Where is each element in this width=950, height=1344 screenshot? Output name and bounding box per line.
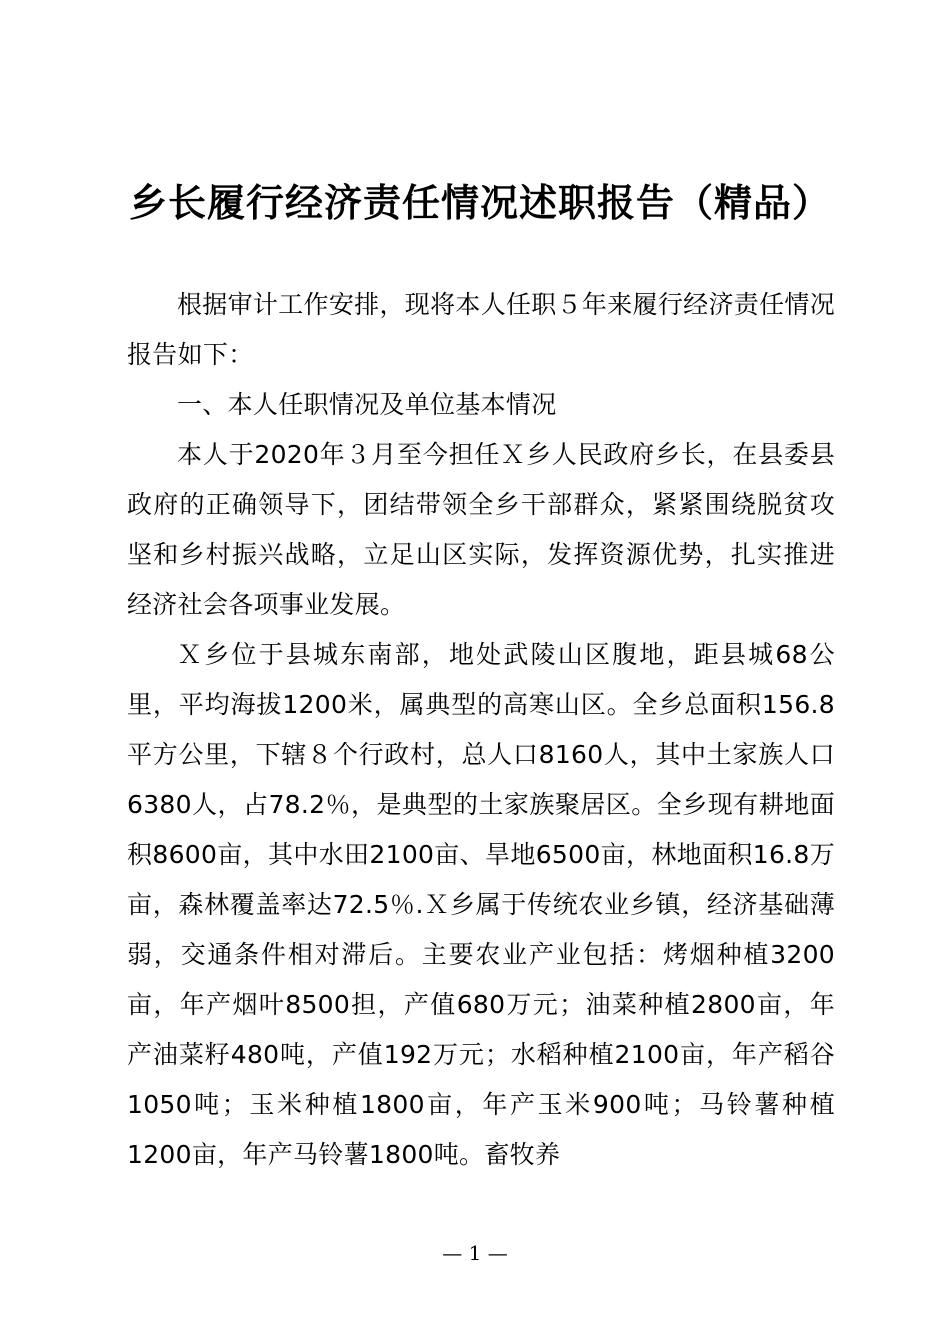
section-heading: 一、本人任职情况及单位基本情况	[177, 390, 557, 419]
body-paragraph: 本人于2020年３月至今担任Ｘ乡人民政府乡长，在县委县政府的正确领导下，团结带领全乡干部群众，紧紧围绕脱贫攻坚和乡村振兴战略，立足山区实际，发挥资源优势，扎实推进经济社会各项事业发展。	[127, 440, 835, 619]
body-paragraph: Ｘ乡位于县城东南部，地处武陵山区腹地，距县城68公里，平均海拔1200米，属典型的高寒山区。全乡总面积156.8平方公里，下辖８个行政村，总人口8160人，其中土家族人口6380人，占78.2％，是典型的土家族聚居区。全乡现有耕地面积8600亩，其中水田2100亩、旱地6500亩，林地面积16.8万亩，森林覆盖率达72.5％.Ｘ乡属于传统农业乡镇，经济基础薄弱，交通条件相对滞后。主要农业产业包括：烤烟种植3200亩，年产烟叶8500担，产值680万元；油菜种植2800亩，年产油菜籽480吨，产值192万元；水稻种植2100亩，年产稻谷1050吨；玉米种植1800亩，年产玉米900吨；马铃薯种植1200亩，年产马铃薯1800吨。畜牧养	[127, 640, 836, 1169]
document-body	[127, 280, 835, 1180]
document-title: 乡长履行经济责任情况述职报告（精品）	[128, 181, 831, 225]
intro-paragraph: 根据审计工作安排，现将本人任职５年来履行经济责任情况报告如下：	[127, 290, 835, 369]
page-number: — 1 —	[442, 1241, 508, 1265]
